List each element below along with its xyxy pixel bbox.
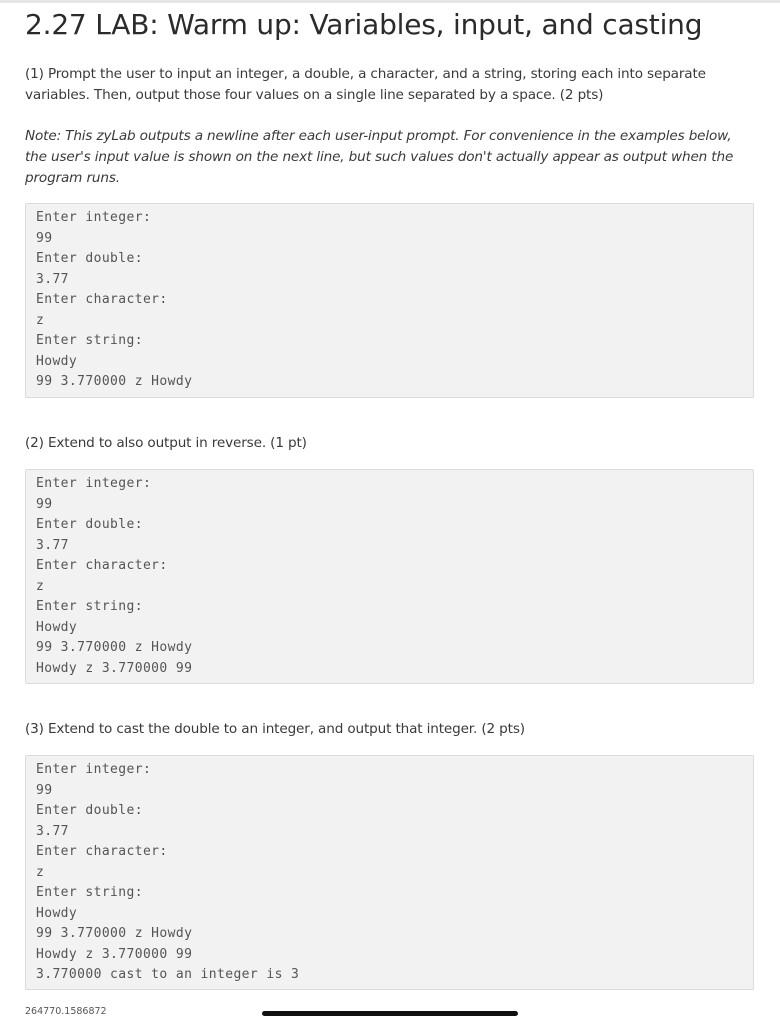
- code-line: 99 3.770000 z Howdy: [36, 640, 193, 655]
- code-line: Enter character:: [36, 292, 168, 307]
- code-line: z: [36, 864, 45, 880]
- part2-description: (2) Extend to also output in reverse. (1 pt): [25, 435, 307, 451]
- code-line: Enter character:: [36, 844, 168, 859]
- home-indicator[interactable]: [262, 1011, 518, 1016]
- code-line: Enter double:: [36, 803, 143, 818]
- code-line: 99 3.770000 z Howdy: [36, 926, 193, 941]
- code-line: Howdy: [36, 905, 78, 921]
- part3-description: (3) Extend to cast the double to an integer, and output that integer. (2 pts): [25, 721, 525, 737]
- code-line: 99 3.770000 z Howdy: [36, 374, 193, 389]
- code-line: Enter string:: [36, 885, 143, 900]
- code-line: Enter integer:: [36, 476, 152, 491]
- code-line: Howdy z 3.770000 99: [36, 660, 193, 676]
- note-paragraph: Note: This zyLab outputs a newline after each user-input prompt. For convenience in the examples below, the user's input value is shown on the next line, but such values don't actually appear as output when the program runs.: [25, 128, 734, 186]
- top-divider: [0, 0, 780, 3]
- code-line: 3.770000 cast to an integer is 3: [36, 967, 300, 982]
- code-line: Enter double:: [36, 517, 143, 532]
- code-line: Enter double:: [36, 251, 143, 266]
- code-line: Howdy z 3.770000 99: [36, 946, 193, 962]
- code-line: Enter string:: [36, 599, 143, 614]
- code-line: Enter integer:: [36, 210, 152, 225]
- code-line: Enter integer:: [36, 762, 152, 777]
- code-line: Howdy: [36, 619, 78, 635]
- code-line: 99: [36, 496, 53, 512]
- example-output-part3: [25, 755, 754, 990]
- code-line: 3.77: [36, 823, 69, 839]
- code-line: 3.77: [36, 271, 69, 287]
- code-line: 99: [36, 230, 53, 246]
- code-line: 99: [36, 782, 53, 798]
- page-title: 2.27 LAB: Warm up: Variables, input, and casting: [25, 8, 703, 41]
- code-line: Enter string:: [36, 333, 143, 348]
- example-output-part1: [25, 203, 754, 398]
- code-line: z: [36, 578, 45, 594]
- lab-id: 264770.1586872: [25, 1006, 107, 1017]
- example-output-part2: [25, 469, 754, 684]
- code-line: Enter character:: [36, 558, 168, 573]
- code-line: 3.77: [36, 537, 69, 553]
- code-line: Howdy: [36, 353, 78, 369]
- part1-description: (1) Prompt the user to input an integer, a double, a character, and a string, storing each into separate variables. Then, output those four values on a single line separated by a space. (2 pts): [25, 66, 706, 103]
- code-line: z: [36, 312, 45, 328]
